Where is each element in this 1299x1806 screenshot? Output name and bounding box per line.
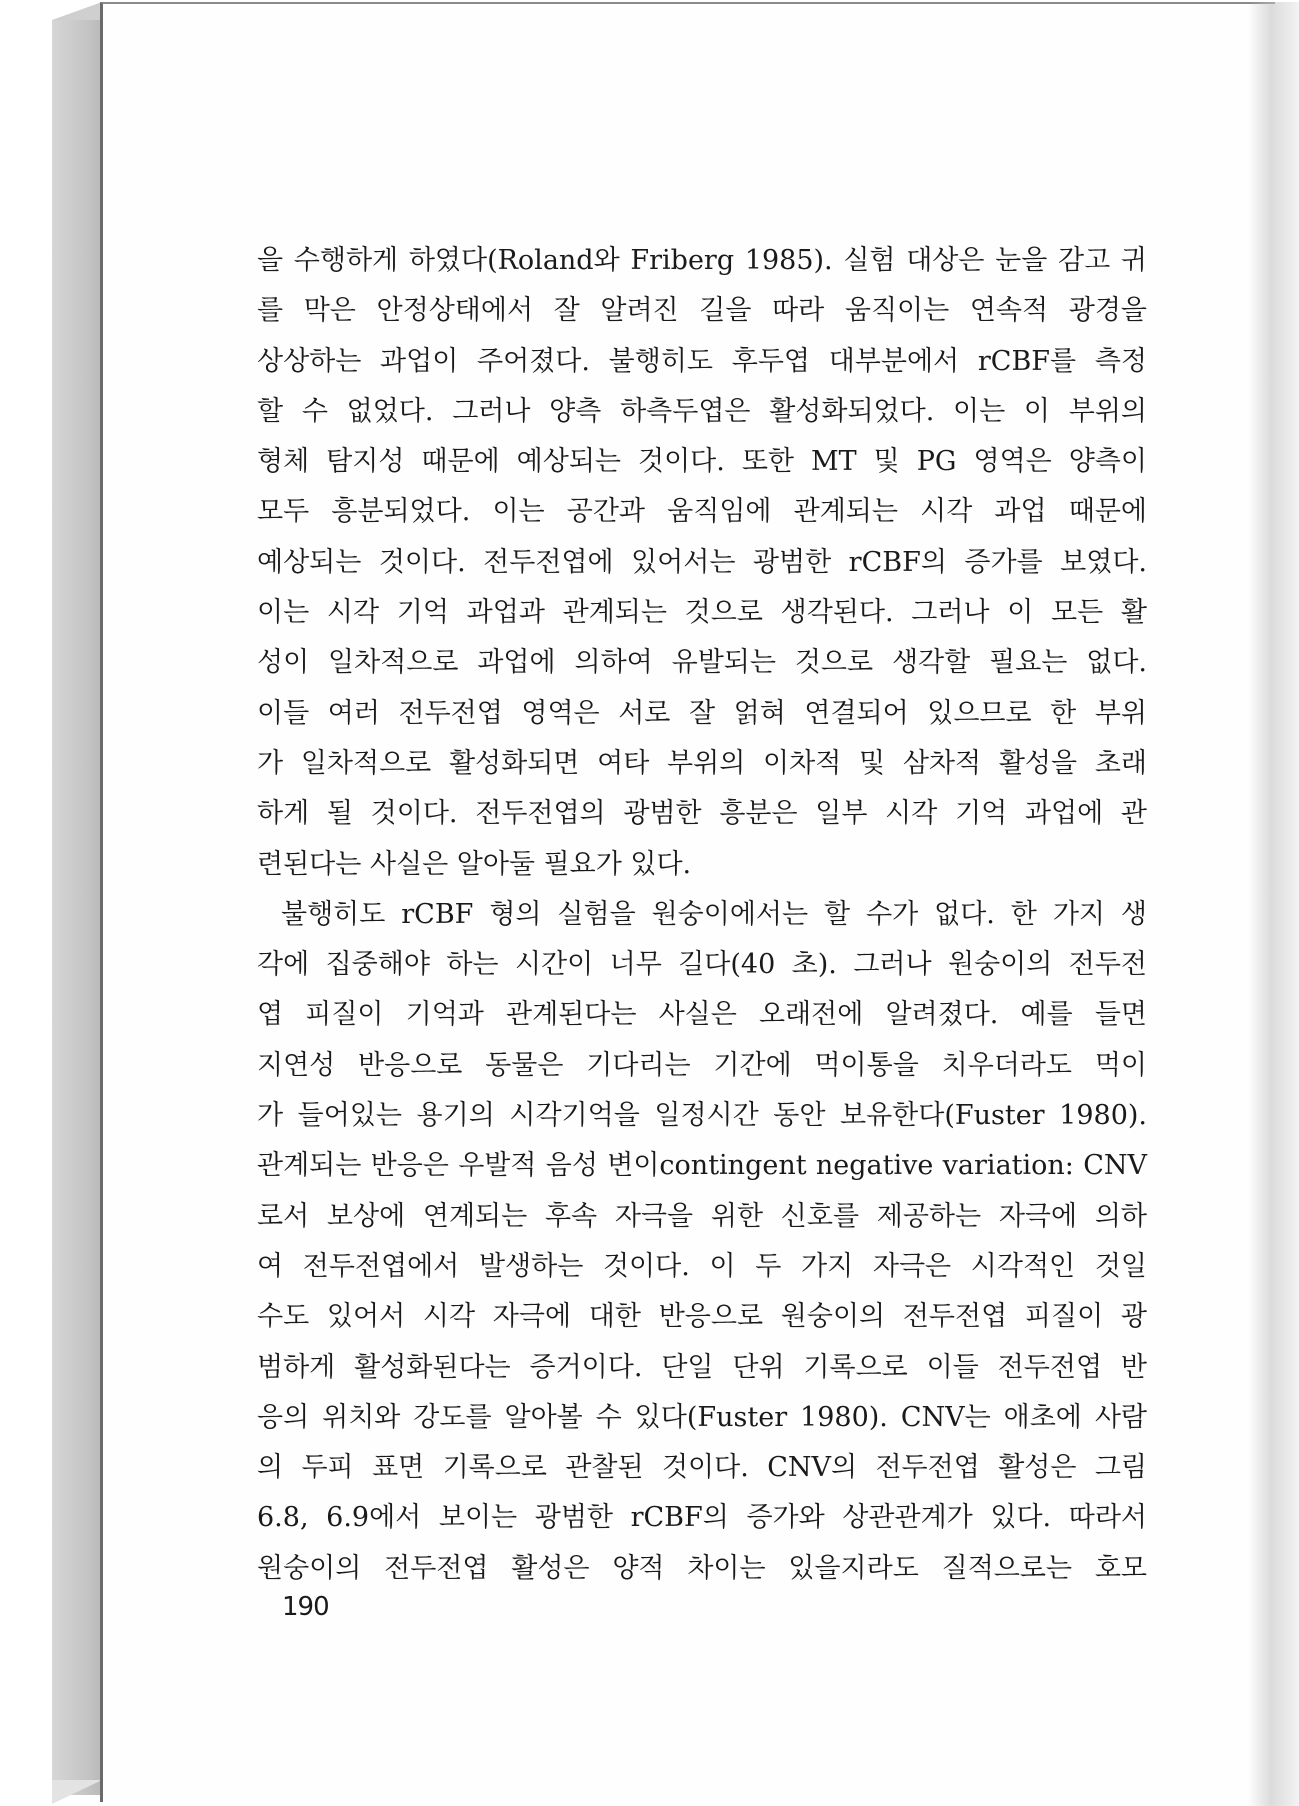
text-line: 성이 일차적으로 과업에 의하여 유발되는 것으로 생각할 필요는 없다.: [257, 647, 1147, 679]
text-line: 응의 위치와 강도를 알아볼 수 있다(Fuster 1980). CNV는 애초에 사람: [257, 1401, 1147, 1433]
text-line: 할 수 없었다. 그러나 양측 하측두엽은 활성화되었다. 이는 이 부위의: [257, 395, 1147, 427]
book-spine-top: [52, 2, 102, 20]
text-line: 로서 보상에 연계되는 후속 자극을 위한 신호를 제공하는 자극에 의하: [257, 1200, 1147, 1232]
body-text: [257, 236, 1147, 1594]
book-spine-bottom: [52, 1780, 102, 1804]
text-line: 수도 있어서 시각 자극에 대한 반응으로 원숭이의 전두전엽 피질이 광: [257, 1301, 1147, 1333]
text-line: 이들 여러 전두전엽 영역은 서로 잘 얽혀 연결되어 있으므로 한 부위: [257, 697, 1147, 729]
book-spine: [52, 20, 102, 1795]
paragraph-1: [257, 236, 1147, 890]
text-line: 각에 집중해야 하는 시간이 너무 길다(40 초). 그러나 원숭이의 전두전: [257, 949, 1147, 981]
text-line: 범하게 활성화된다는 증거이다. 단일 단위 기록으로 이들 전두전엽 반: [257, 1351, 1147, 1383]
text-line: 가 일차적으로 활성화되면 여타 부위의 이차적 및 삼차적 활성을 초래: [257, 747, 1147, 779]
text-line: 하게 될 것이다. 전두전엽의 광범한 흥분은 일부 시각 기억 과업에 관: [257, 798, 1147, 830]
text-line: 상상하는 과업이 주어졌다. 불행히도 후두엽 대부분에서 rCBF를 측정: [257, 345, 1147, 377]
text-line: 불행히도 rCBF 형의 실험을 원숭이에서는 할 수가 없다. 한 가지 생: [281, 898, 1147, 930]
text-line: 의 두피 표면 기록으로 관찰된 것이다. CNV의 전두전엽 활성은 그림: [257, 1452, 1148, 1484]
text-line: 원숭이의 전두전엽 활성은 양적 차이는 있을지라도 질적으로는 호모: [257, 1552, 1147, 1584]
text-line: 6.8, 6.9에서 보이는 광범한 rCBF의 증가와 상관관계가 있다. 따라서: [257, 1502, 1147, 1534]
page-edge-shadow: [1248, 2, 1299, 1806]
text-line: 형체 탐지성 때문에 예상되는 것이다. 또한 MT 및 PG 영역은 양측이: [257, 446, 1147, 478]
text-line: 엽 피질이 기억과 관계된다는 사실은 오래전에 알려졌다. 예를 들면: [257, 999, 1147, 1031]
text-line: 가 들어있는 용기의 시각기억을 일정시간 동안 보유한다(Fuster 1980).: [257, 1100, 1147, 1132]
text-line: 련된다는 사실은 알아둘 필요가 있다.: [257, 848, 692, 880]
text-line: 모두 흥분되었다. 이는 공간과 움직임에 관계되는 시각 과업 때문에: [257, 496, 1147, 528]
paragraph-2: [257, 890, 1147, 1594]
text-line: 를 막은 안정상태에서 잘 알려진 길을 따라 움직이는 연속적 광경을: [257, 295, 1147, 327]
text-line: 여 전두전엽에서 발생하는 것이다. 이 두 가지 자극은 시각적인 것일: [257, 1250, 1147, 1282]
text-line: 관계되는 반응은 우발적 음성 변이contingent negative variation: CNV: [257, 1150, 1147, 1182]
page-number: 190: [282, 1592, 329, 1622]
text-line: 을 수행하게 하였다(Roland와 Friberg 1985). 실험 대상은 눈을 감고 귀: [257, 245, 1147, 276]
text-line: 예상되는 것이다. 전두전엽에 있어서는 광범한 rCBF의 증가를 보였다.: [257, 546, 1147, 578]
text-line: 이는 시각 기억 과업과 관계되는 것으로 생각된다. 그러나 이 모든 활: [257, 597, 1147, 629]
text-line: 지연성 반응으로 동물은 기다리는 기간에 먹이통을 치우더라도 먹이: [257, 1049, 1147, 1081]
